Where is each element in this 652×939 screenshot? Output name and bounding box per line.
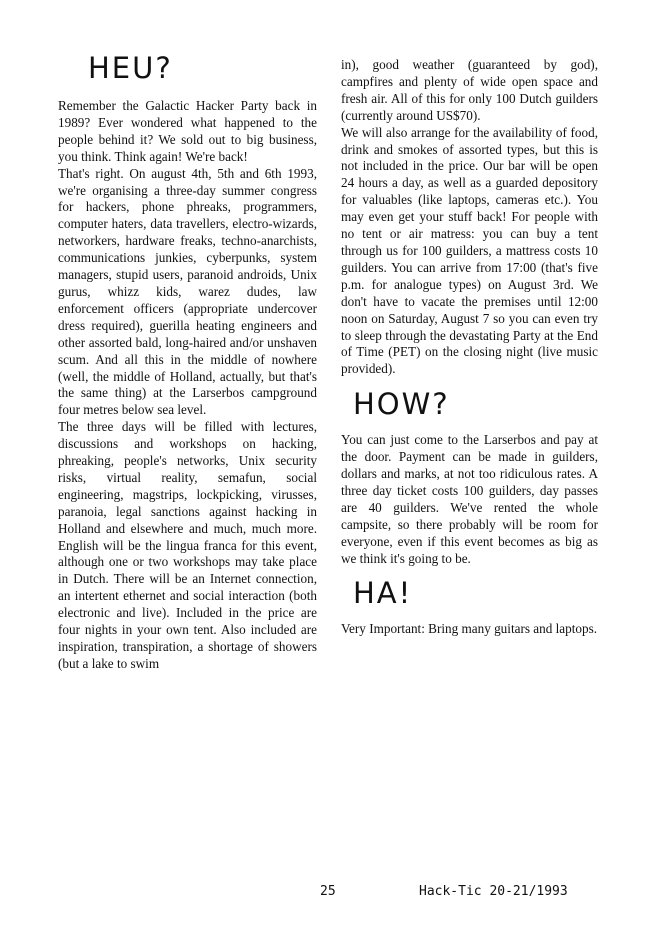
paragraph-program: The three days will be filled with lectures, discussions and workshops on hacking, phreaking, people's networks, Unix security risks, virtual reality, semafun, social engineering, magstrips, lockpicking, virusses, paranoia, legal sanctions against hacking in Holland and elsewhere and much, much more. English will be the lingua franca for this event, although one or two workshops may take place in Dutch. There will be an Internet connection, an intertent ethernet and social interaction (both electronic and live). Included in the price are four nights in your own tent. Also included are inspiration, transpiration, a shortage of showers (but a lake to swim: [58, 419, 317, 671]
paragraph-facilities: We will also arrange for the availability of food, drink and smokes of assorted types, but this is not included in the price. Our bar will be open 24 hours a day, as well as a guarded depository for valuables (like laptops, cameras etc.). You may even get your stuff back! For people with no tent or air matress: you can buy a tent through us for 100 guilders, a mattress costs 10 guilders. You can arrive from 17:00 (that's five p.m. for analogue types) on August 3rd. We don't have to vacate the premises until 12:00 noon on Saturday, August 7 so you can even try to sleep through the devastating Party at the End of Time (PET) on the closing night (live music provided).: [341, 124, 598, 377]
paragraph-intro: Remember the Galactic Hacker Party back in 1989? Ever wondered what happened to the people behind it? We sold out to big business, you think. Think again! We're back!: [58, 98, 317, 164]
paragraph-how: You can just come to the Larserbos and pay at the door. Payment can be made in guilders, dollars and marks, at not too ridiculous rates. A three day ticket costs 100 guilders, day passes are 40 guilders. We've rented the whole campsite, so there probably will be room for everyone, even if this event becomes as big as we think it's going to be.: [341, 432, 598, 566]
paragraph-continued: in), good weather (guaranteed by god), campfires and plenty of wide open space and fresh air. All of this for only 100 Dutch guilders (currently around US$70).: [341, 57, 598, 123]
heading-ha: HA!: [353, 576, 413, 611]
right-column: [341, 0, 598, 638]
heading-how: HOW?: [353, 387, 450, 422]
paragraph-ha: Very Important: Bring many guitars and laptops.: [341, 621, 598, 637]
page-number: 25: [320, 884, 336, 899]
journal-title: Hack-Tic 20-21/1993: [419, 884, 568, 899]
heading-heu: HEU?: [88, 51, 173, 85]
paragraph-dates: That's right. On august 4th, 5th and 6th 1993, we're organising a three-day summer congress for hackers, phone phreaks, programmers, computer haters, data travellers, electro-wizards, networkers, hardware freaks, techno-anarchists, communications junkies, cyberpunks, system managers, stupid users, paranoid androids, Unix gurus, whizz kids, warez dudes, law enforcement officers (appropriate undercover dress required), guerilla heating engineers and other assorted bald, long-haired and/or unshaven scum. And all this in the middle of nowhere (well, the middle of Holland, actually, but that's the same thing) at the Larserbos campground four metres below sea level.: [58, 165, 317, 418]
left-column: [58, 0, 317, 673]
